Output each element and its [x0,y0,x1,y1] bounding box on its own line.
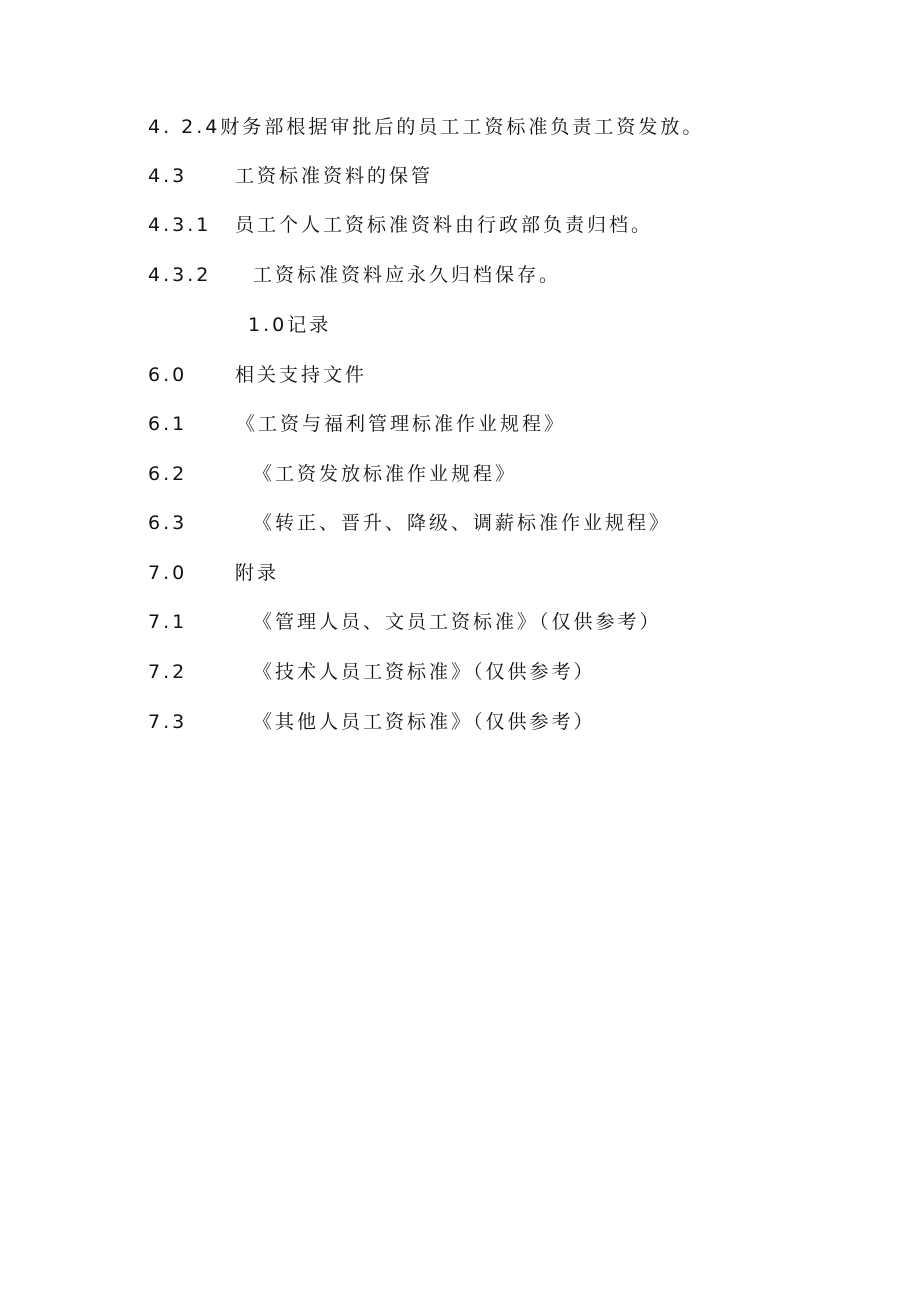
section-number: 4.3 [148,165,188,187]
appendix-reference: 《技术人员工资标准》（仅供参考） [253,661,596,683]
section-number: 6.0 [148,364,188,386]
section-number: 7.3 [148,711,188,733]
section-heading: 1.0记录 [248,314,332,336]
line-full-text: 4. 2.4财务部根据审批后的员工工资标准负责工资发放。 [148,116,705,138]
document-reference: 《工资与福利管理标准作业规程》 [236,413,567,435]
appendix-reference: 《管理人员、文员工资标准》（仅供参考） [253,611,662,633]
document-reference: 《工资发放标准作业规程》 [253,463,518,485]
section-number: 4.3.2 [148,264,212,286]
section-text: 员工个人工资标准资料由行政部负责归档。 [235,214,654,236]
section-number: 7.1 [148,611,188,633]
section-number: 6.1 [148,413,188,435]
appendix-reference: 《其他人员工资标准》（仅供参考） [253,711,596,733]
section-number: 7.2 [148,661,188,683]
section-number: 6.2 [148,463,188,485]
section-number: 6.3 [148,512,188,534]
section-heading: 附录 [235,562,280,584]
section-heading: 工资标准资料的保管 [235,165,434,187]
section-heading: 相关支持文件 [235,364,368,386]
section-number: 4.3.1 [148,214,212,236]
section-text: 工资标准资料应永久归档保存。 [253,264,562,286]
section-number: 7.0 [148,562,188,584]
document-reference: 《转正、晋升、降级、调薪标准作业规程》 [253,512,672,534]
